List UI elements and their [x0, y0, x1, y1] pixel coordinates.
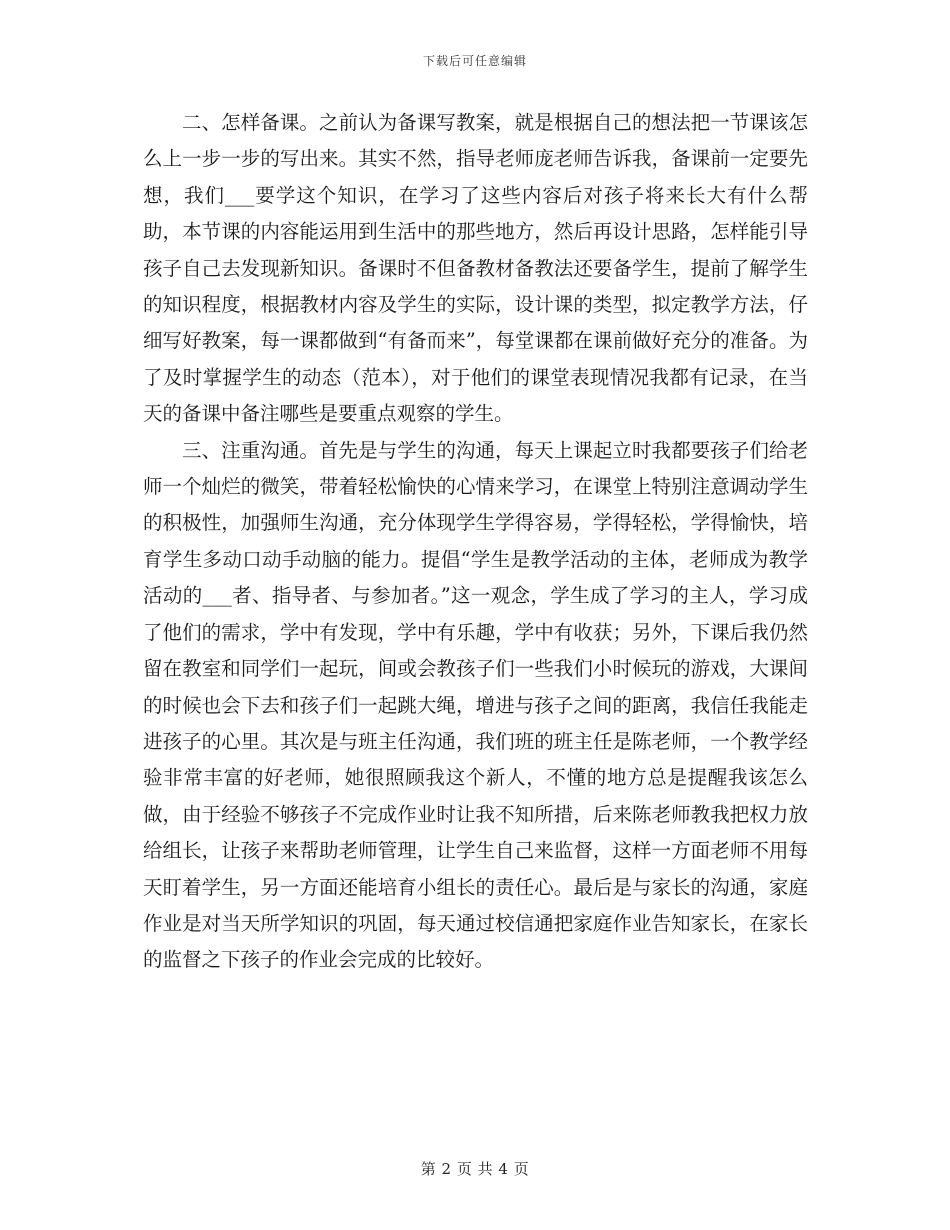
page-number-footer: 第 2 页 共 4 页	[420, 1160, 530, 1178]
document-body	[143, 105, 808, 979]
page-header: 下载后可任意编辑	[422, 54, 527, 68]
paragraph-communication: 三、注重沟通。首先是与学生的沟通，每天上课起立时我都要孩子们给老师一个灿烂的微笑，带着轻松愉快的心情来学习，在课堂上特别注意调动学生的积极性，加强师生沟通，充分体现学生学得容易，学得轻松，学得愉快，培育学生多动口动手动脑的能力。提倡“学生是教学活动的主体，老师成为教学活动的___者、指导者、与参加者。”这一观念，学生成了学习的主人，学习成了他们的需求，学中有发现，学中有乐趣，学中有收获；另外，下课后我仍然留在教室和同学们一起玩，间或会教孩子们一些我们小时候玩的游戏，大课间的时候也会下去和孩子们一起跳大绳，增进与孩子之间的距离，我信任我能走进孩子的心里。其次是与班主任沟通，我们班的班主任是陈老师，一个教学经验非常丰富的好老师，她很照顾我这个新人，不懂的地方总是提醒我该怎么做，由于经验不够孩子不完成作业时让我不知所措，后来陈老师教我把权力放给组长，让孩子来帮助老师管理，让学生自己来监督，这样一方面老师不用每天盯着学生，另一方面还能培育小组长的责任心。最后是与家长的沟通，家庭作业是对当天所学知识的巩固，每天通过校信通把家庭作业告知家长，在家长的监督之下孩子的作业会完成的比较好。	[143, 438, 808, 972]
paragraph-lesson-preparation: 二、怎样备课。之前认为备课写教案，就是根据自己的想法把一节课该怎么上一步一步的写出来。其实不然，指导老师庞老师告诉我，备课前一定要先想，我们___要学这个知识，在学习了这些内容后对孩子将来长大有什么帮助，本节课的内容能运用到生活中的那些地方，然后再设计思路，怎样能引导孩子自己去发现新知识。备课时不但备教材备教法还要备学生，提前了解学生的知识程度，根据教材内容及学生的实际，设计课的类型，拟定教学方法，仔细写好教案，每一课都做到“有备而来”，每堂课都在课前做好充分的准备。为了及时掌握学生的动态（范本），对于他们的课堂表现情况我都有记录，在当天的备课中备注哪些是要重点观察的学生。	[143, 111, 808, 426]
